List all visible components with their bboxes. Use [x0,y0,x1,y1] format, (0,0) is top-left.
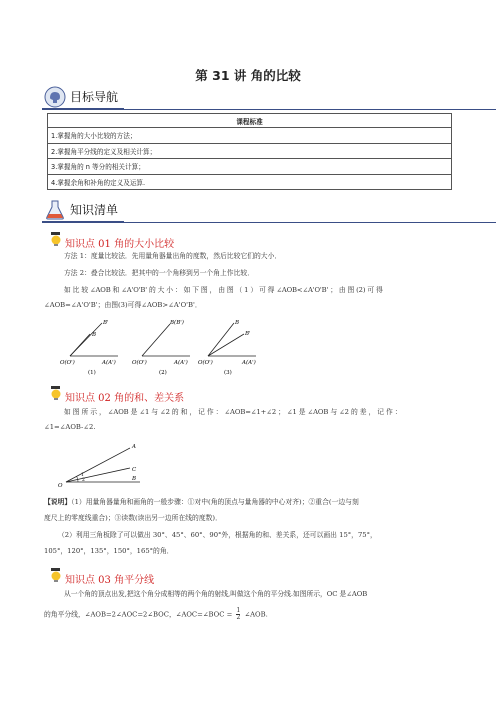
table-row: 2.掌握角平分线的定义及相关计算； [48,143,452,159]
page-title: 第 31 讲 角的比较 [195,68,301,83]
goals-section-header [42,86,462,108]
point-label: A [132,444,136,450]
fraction-numerator: 1 [236,607,241,614]
text-line: 如 图 所 示 ， ∠AOB 是 ∠1 与 ∠2 的 和 ， 记 作 ： ∠AOB=∠1+∠2 ； ∠1 是 ∠AOB 与 ∠2 的 差 ， 记 作 ： [64,408,402,416]
figure-1 [60,320,118,376]
note-line: 度尺上的零度线重合)；③读数(读出另一边所在线的度数)． [44,514,222,522]
point-label: B' [245,331,251,337]
fraction [236,608,240,621]
point-label: A(A') [102,360,116,366]
text-line: 从一个角的顶点出发,把这个角分成相等的两个角的射线,叫做这个角的平分线.如图所示，OC 是∠AOB [64,590,368,598]
vertex-label: O(O') [60,360,75,366]
text-line: 方法 1：度量比较法．先用量角器量出角的度数，然后比较它们的大小． [64,252,282,260]
vertex-label: O [58,483,63,489]
note-label: 【说明】 [44,498,72,506]
note-text: （1）用量角器量角和画角的一般步骤：①对中(角的顶点与量角器的中心对齐)；②重合(一边与刻 [71,498,359,506]
note-line: 105°，120°，135°，150°，165°的角． [44,547,174,555]
text-line: ∠AOB=∠A'O'B'；由图(3)可得∠AOB>∠A'O'B'． [44,301,202,309]
point-label: C [132,467,137,473]
point-label: B' [103,320,109,326]
text-segment: 的角平分线，∠AOB=2∠AOC=2∠BOC，∠AOC=∠BOC = [44,610,233,619]
knowledge-point-title: 知识点 02 角的和、差关系 [65,393,185,404]
point-label: B [132,476,137,482]
point-label: B [235,320,240,326]
knowledge-point-title: 知识点 03 角平分线 [65,575,155,586]
table-header: 课程标准 [48,114,452,128]
table-row: 3.掌握角的 n 等分的相关计算； [48,159,452,175]
angle-compare-figures [60,316,260,376]
figure-caption: (2) [159,370,167,376]
section-divider [42,108,124,110]
figure-3 [198,320,256,376]
figure-2 [132,319,190,376]
point-label: B(B') [170,320,184,326]
fraction-denominator: 2 [236,614,241,621]
point-label: A(A') [242,360,256,366]
brain-icon [44,86,66,108]
table-row: 1.掌握角的大小比较的方法； [48,128,452,144]
goals-section-title: 目标导航 [70,90,119,104]
vertex-label: O(O') [198,360,213,366]
flask-icon [44,199,66,221]
knowledge-section-header [42,199,462,221]
section-divider-thin [124,109,496,110]
section-divider-thin [124,222,496,223]
knowledge-section-title: 知识清单 [70,203,119,217]
table-row: 4.掌握余角和补角的定义及运算. [48,174,452,190]
vertex-label: O(O') [132,360,147,366]
angle-label: 2 [82,478,85,483]
text-line [44,608,268,621]
text-segment: ∠AOB. [244,610,268,619]
figure-caption: (3) [224,370,232,376]
angle-label: 1 [81,473,84,478]
figure-caption: (1) [88,370,96,376]
note-line: （2）利用三角板除了可以做出 30°、45°、60°、90°外，根据角的和、差关系，还可以画出 15°，75°， [58,531,377,539]
point-label: B [92,332,97,338]
point-label: A(A') [174,360,188,366]
lightbulb-icon [48,567,64,583]
text-line: 方法 2：叠合比较法．把其中的一个角移到另一个角上作比较． [64,269,254,277]
lightbulb-icon [48,385,64,401]
lightbulb-icon [48,231,64,247]
note-line [44,497,359,507]
angle-sum-figure [56,440,156,490]
section-divider [42,221,124,223]
knowledge-point-title: 知识点 01 角的大小比较 [65,239,175,250]
text-line: 如 比 较 ∠AOB 和 ∠A'O'B' 的 大 小 ： 如 下 图 ， 由 图 （ 1 ） 可 得 ∠AOB<∠A'O'B' ； 由 图 (2) 可 得 [64,286,383,294]
course-standards-table [47,113,452,190]
text-line: ∠1=∠AOB-∠2. [44,423,96,431]
